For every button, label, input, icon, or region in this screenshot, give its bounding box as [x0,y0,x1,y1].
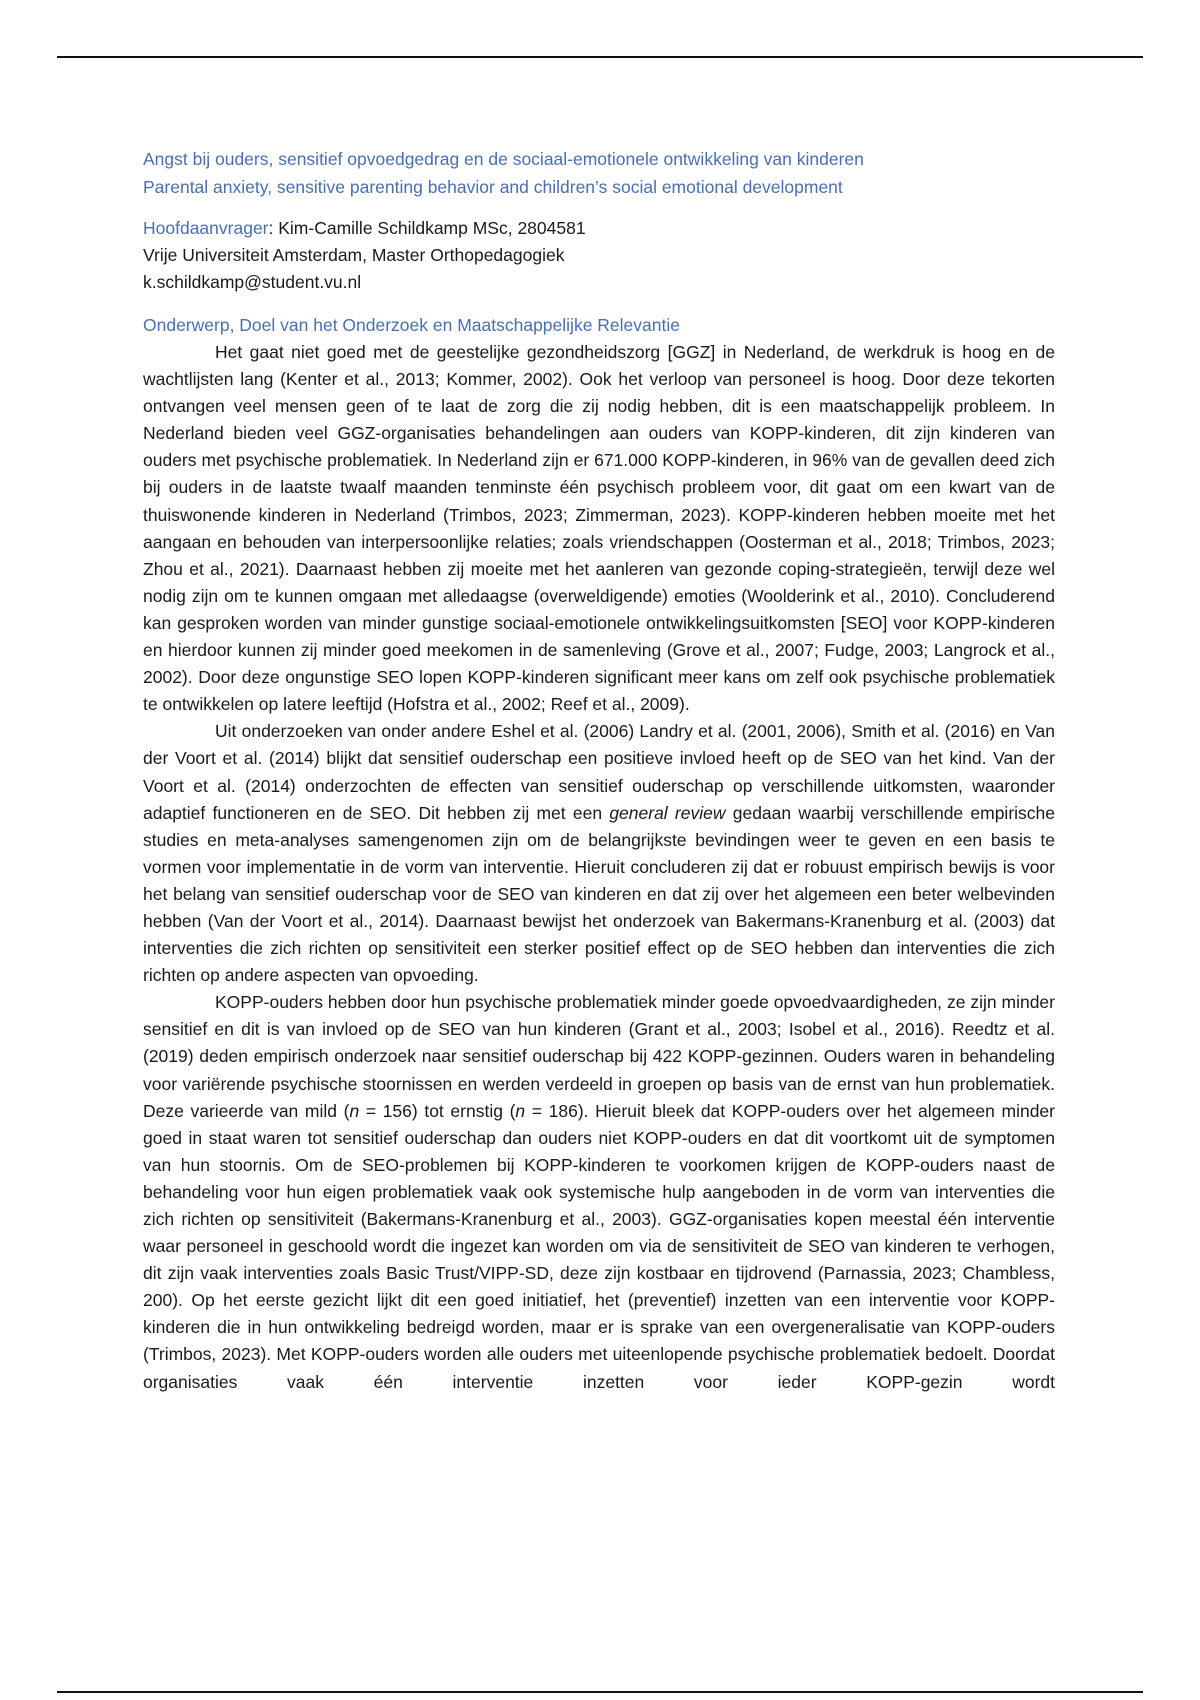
header-rule [57,56,1143,58]
applicant-label: Hoofdaanvrager [143,218,269,238]
applicant-line [143,215,1055,242]
section-heading: Onderwerp, Doel van het Onderzoek en Maatschappelijke Relevantie [143,315,680,335]
paragraph-2-text-a: Uit onderzoeken van onder andere Eshel et al. (2006) Landry et al. (2001, 2006), Smith et al. (2016) en Van der Voort et al. (2014) blijkt dat sensitief ouderschap een positieve invloed heeft op de SEO van het kind. Van der Voort et al. (2014) onderzochten de effecten van sensitief ouderschap op verschillende uitkomsten, waaronder adaptief functioneren en de SEO. Dit hebben zij met een [143,721,1055,823]
applicant-separator: : [268,218,274,238]
paragraph-3-text-b: = 156) tot ernstig ( [359,1100,516,1121]
paragraph-3 [143,989,1055,1395]
paragraph-3-text-c: = 186). Hieruit bleek dat KOPP-ouders over het algemeen minder goed in staat waren tot sensitief ouderschap dan ouders niet KOPP-ouders en dat dit voortkomt uit de symptomen van hun stoornis. Om de SEO-problemen bij KOPP-kinderen te voorkomen krijgen de KOPP-ouders naast de behandeling voor hun eigen problematiek vaak ook systemische hulp aangeboden in de vorm van interventies die zich richten op sensitiviteit (Bakermans-Kranenburg et al., 2003). GGZ-organisaties kopen meestal één interventie waar personeel in geschoold wordt die ingezet kan worden om via de sensitiviteit de SEO van kinderen te verhogen, dit zijn vaak interventies zoals Basic Trust/VIPP-SD, deze zijn kostbaar en tijdrovend (Parnassia, 2023; Chambless, 200). Op het eerste gezicht lijkt dit een goed initiatief, het (preventief) inzetten van een interventie voor KOPP-kinderen die in hun ontwikkeling bedreigd worden, maar er is sprake van een overgeneralisatie van KOPP-ouders (Trimbos, 2023). Met KOPP-ouders worden alle ouders met uiteenlopende psychische problematiek bedoelt. Doordat organisaties vaak één interventie inzetten voor ieder KOPP-gezin wordt [143,1100,1055,1392]
title-english: Parental anxiety, sensitive parenting behavior and children’s social emotional development [143,177,843,197]
paragraph-2-text-b: gedaan waarbij verschillende empirische studies en meta-analyses samengenomen zijn om de belangrijkste bevindingen weer te geven en een basis te vormen voor implementatie in de vorm van interventie. Hieruit concluderen zij dat er robuust empirisch bewijs is voor het belang van sensitief ouderschap voor de SEO van kinderen en dat zij over het algemeen een beter welbevinden hebben (Van der Voort et al., 2014). Daarnaast bewijst het onderzoek van Bakermans-Kranenburg et al. (2003) dat interventies die zich richten op sensitiviteit een sterker positief effect op de SEO hebben dan interventies die zich richten op andere aspecten van opvoeding. [143,802,1055,986]
paragraph-2-italic: general review [609,802,726,823]
document-titles [143,145,1055,201]
paragraph-3-n-symbol: n [349,1100,360,1121]
footer-rule [57,1691,1143,1693]
applicant-block [143,215,1055,296]
paragraph-3-text-a: KOPP-ouders hebben door hun psychische problematiek minder goede opvoedvaardigheden, ze zijn minder sensitief en dit is van invloed op de SEO van hun kinderen (Grant et al., 2003; Isobel et al., 2016). Reedtz et al. (2019) deden empirisch onderzoek naar sensitief ouderschap bij 422 KOPP-gezinnen. Ouders waren in behandeling voor variërende psychische stoornissen en werden verdeeld in groepen op basis van de ernst van hun problematiek. Deze varieerde van mild ( [143,992,1055,1121]
paragraph-3-n-symbol: n [515,1100,526,1121]
applicant-institution: Vrije Universiteit Amsterdam, Master Orthopedagogiek [143,245,565,265]
document-page [143,145,1055,1396]
paragraph-2 [143,718,1055,989]
title-dutch: Angst bij ouders, sensitief opvoedgedrag en de sociaal-emotionele ontwikkeling van kinderen [143,149,864,169]
applicant-email: k.schildkamp@student.vu.nl [143,272,362,292]
paragraph-1: Het gaat niet goed met de geestelijke gezondheidszorg [GGZ] in Nederland, de werkdruk is hoog en de wachtlijsten lang (Kenter et al., 2013; Kommer, 2002). Ook het verloop van personeel is hoog. Door deze tekorten ontvangen veel mensen geen of te laat de zorg die zij nodig hebben, dit is een maatschappelijk probleem. In Nederland bieden veel GGZ-organisaties behandelingen aan ouders van KOPP-kinderen, dit zijn kinderen van ouders met psychische problematiek. In Nederland zijn er 671.000 KOPP-kinderen, in 96% van de gevallen deed zich bij ouders in de laatste twaalf maanden tenminste één psychisch probleem voor, dit gaat om een kwart van de thuiswonende kinderen in Nederland (Trimbos, 2023; Zimmerman, 2023). KOPP-kinderen hebben moeite met het aangaan en behouden van interpersoonlijke relaties; zoals vriendschappen (Oosterman et al., 2018; Trimbos, 2023; Zhou et al., 2021). Daarnaast hebben zij moeite met het aanleren van gezonde coping-strategieën, terwijl deze wel nodig zijn om te kunnen omgaan met alledaagse (overweldigende) emoties (Woolderink et al., 2010). Concluderend kan gesproken worden van minder gunstige sociaal-emotionele ontwikkelingsuitkomsten [SEO] voor KOPP-kinderen en hierdoor kunnen zij minder goed meekomen in de samenleving (Grove et al., 2007; Fudge, 2003; Langrock et al., 2002). Door deze ongunstige SEO lopen KOPP-kinderen significant meer kans om zelf ook psychische problematiek te ontwikkelen op latere leeftijd (Hofstra et al., 2002; Reef et al., 2009). [143,342,1055,715]
applicant-name: Kim-Camille Schildkamp MSc, 2804581 [273,218,586,238]
